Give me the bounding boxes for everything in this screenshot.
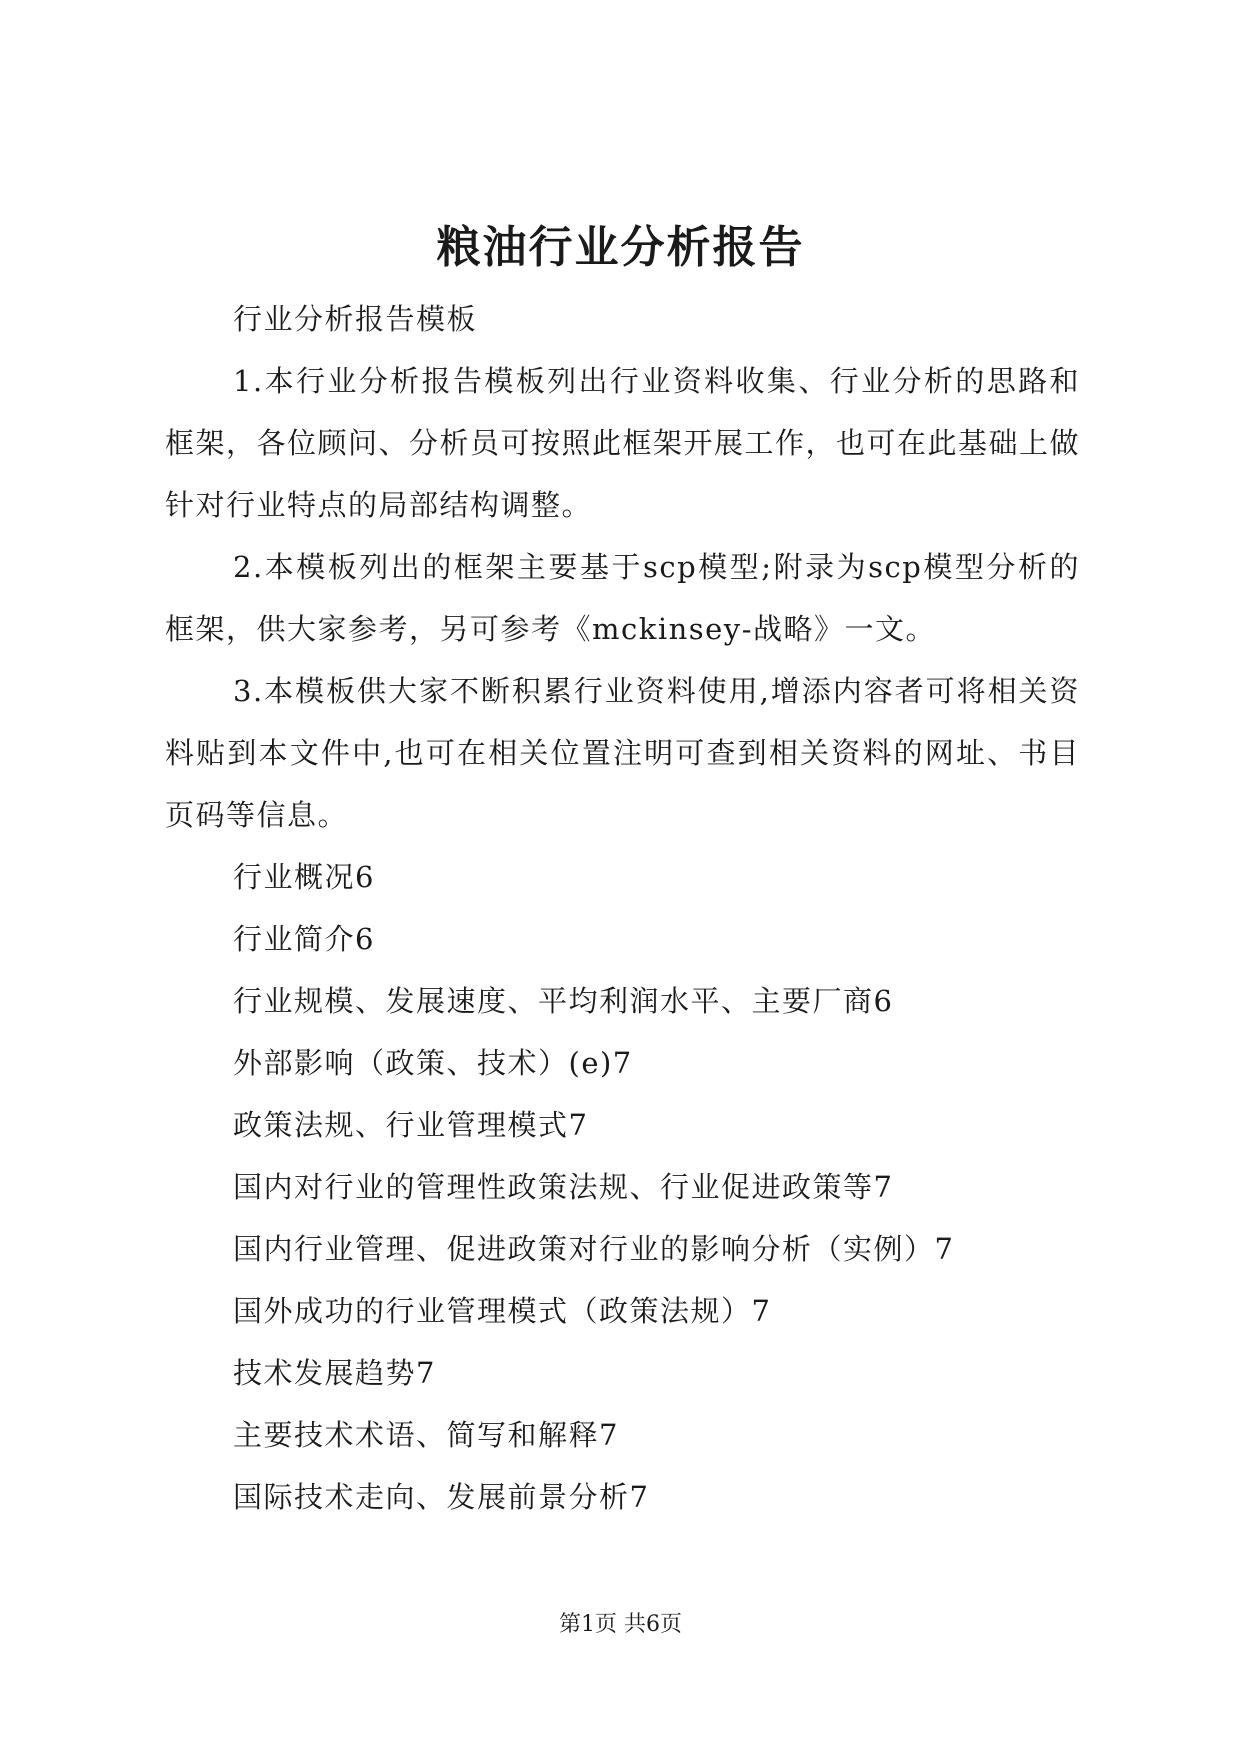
toc-item: 技术发展趋势7: [233, 1356, 436, 1390]
toc-item: 国际技术走向、发展前景分析7: [233, 1480, 650, 1514]
toc-item: 行业概况6: [233, 860, 375, 894]
document-body: [165, 288, 1080, 1528]
toc-item: 行业简介6: [233, 922, 375, 956]
paragraph-3: 3.本模板供大家不断积累行业资料使用,增添内容者可将相关资料贴到本文件中,也可在相关位置注明可查到相关资料的网址、书目页码等信息。: [165, 674, 1080, 832]
toc-item: 国内对行业的管理性政策法规、行业促进政策等7: [233, 1170, 894, 1204]
toc-item: 外部影响（政策、技术）(e)7: [233, 1046, 633, 1080]
toc-item: 主要技术术语、简写和解释7: [233, 1418, 619, 1452]
toc-item: 政策法规、行业管理模式7: [233, 1108, 589, 1142]
toc-item: 行业规模、发展速度、平均利润水平、主要厂商6: [233, 984, 894, 1018]
toc-item: 国外成功的行业管理模式（政策法规）7: [233, 1294, 772, 1328]
paragraph-1: 1.本行业分析报告模板列出行业资料收集、行业分析的思路和框架，各位顾问、分析员可按照此框架开展工作，也可在此基础上做针对行业特点的局部结构调整。: [165, 364, 1081, 522]
page-number-footer: 第1页 共6页: [559, 1612, 682, 1637]
document-subtitle: 行业分析报告模板: [233, 302, 478, 336]
paragraph-2: 2.本模板列出的框架主要基于scp模型;附录为scp模型分析的框架，供大家参考，另可参考《mckinsey-战略》一文。: [165, 550, 1080, 646]
document-title: 粮油行业分析报告: [436, 222, 805, 273]
toc-item: 国内行业管理、促进政策对行业的影响分析（实例）7: [233, 1232, 955, 1266]
